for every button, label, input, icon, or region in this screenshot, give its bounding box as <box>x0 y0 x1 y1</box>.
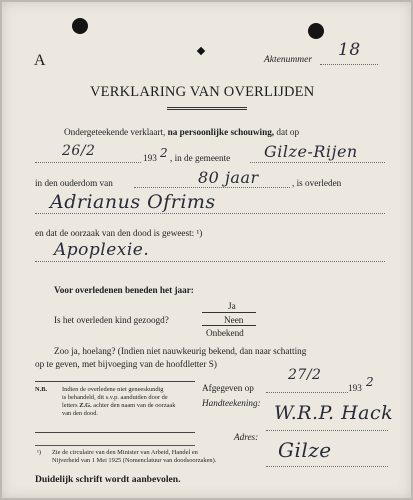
issued-year-printed: 193 <box>348 383 362 393</box>
issued-date-handwritten: 27/2 <box>288 367 322 383</box>
nb-zg: Z.G. <box>79 402 92 409</box>
cause-footnote-ref: ¹) <box>196 228 203 238</box>
issued-label: Afgegeven op <box>202 383 254 393</box>
infant-question: Is het overleden kind gezoogd? <box>54 315 169 325</box>
punch-hole-left <box>72 18 88 34</box>
form-letter: A <box>34 52 46 69</box>
ink-mark <box>197 47 205 55</box>
nb-line3-suffix: achter den naam van de oorzaak <box>93 402 176 409</box>
option-ja: Ja <box>228 301 236 311</box>
nb-line3-prefix: letters <box>62 402 78 409</box>
gemeente-label: , in de gemeente <box>170 153 231 163</box>
signature-handwritten: W.R.P. Hack <box>274 402 394 424</box>
cause-line <box>35 261 385 262</box>
infant-heading: Voor overledenen beneden het jaar: <box>54 285 194 295</box>
declaration-suffix: dat op <box>276 127 300 137</box>
nb-line1: Indien de overledene niet geneeskundig <box>62 386 164 393</box>
options-rule-bottom <box>202 325 256 326</box>
akte-number-handwritten: 18 <box>338 40 361 60</box>
howlong-line1: Zoo ja, hoelang? (Indien niet nauwkeurig bekend, dan naar schatting <box>54 346 307 356</box>
year-handwritten: 2 <box>160 146 169 160</box>
nb-line2: is behandeld, dit s.v.p. aanduiden door de <box>62 394 168 401</box>
gemeente-handwritten: Gilze-Rijen <box>264 142 358 161</box>
cause-label <box>35 228 202 239</box>
age-line <box>134 187 290 188</box>
address-line <box>266 466 388 467</box>
signature-line <box>266 430 388 431</box>
closing-note: Duidelijk schrift wordt aanbevolen. <box>35 474 181 485</box>
gemeente-line <box>250 162 385 163</box>
footnote-line1: Zie de circulaire van den Minister van Arbeid, Handel en <box>52 449 198 456</box>
footnote-marker: ¹) <box>37 449 42 456</box>
nb-line3 <box>62 402 175 410</box>
age-prefix: in den ouderdom van <box>35 178 113 188</box>
deceased-name-handwritten: Adrianus Ofrims <box>50 191 216 213</box>
declaration-line1 <box>64 127 299 138</box>
nb-line4: van den dood. <box>62 410 99 417</box>
cause-label-text: en dat de oorzaak van den dood is geweest: <box>35 228 195 238</box>
option-neen: Neen <box>224 315 244 325</box>
title-underline <box>167 107 247 110</box>
akte-label: Aktenummer <box>264 55 313 65</box>
option-onbekend: Onbekend <box>206 328 244 338</box>
punch-hole-right <box>308 23 324 39</box>
nb-label: N.B. <box>35 386 48 393</box>
page-title: VERKLARING VAN OVERLIJDEN <box>90 84 315 100</box>
name-line <box>35 213 385 214</box>
footnote-rule <box>35 445 195 446</box>
howlong-line2: op te geven, met bijvoeging van de hoofdletter S) <box>35 359 217 369</box>
death-certificate-form <box>2 2 411 498</box>
akte-number-line <box>320 64 378 65</box>
address-handwritten: Gilze <box>278 438 332 462</box>
age-suffix: , is overleden <box>292 178 342 188</box>
death-date-handwritten: 26/2 <box>62 143 96 159</box>
year-printed: 193 <box>143 153 157 163</box>
date-line <box>35 162 141 163</box>
age-handwritten: 80 jaar <box>198 168 259 187</box>
nb-box <box>35 381 195 433</box>
signature-label: Handteekening: <box>202 398 261 408</box>
cause-handwritten: Apoplexie. <box>54 240 150 260</box>
footnote-line2: Nijverheid van 1 Mei 1925 (Nomenclatuur van doodsoorzaken). <box>52 457 217 464</box>
options-rule-top <box>202 312 256 313</box>
declaration-bold: na persoonlijke schouwing, <box>167 127 275 137</box>
address-label: Adres: <box>234 432 259 442</box>
issued-date-line <box>266 392 348 393</box>
declaration-prefix: Ondergeteekende verklaart, <box>64 127 166 137</box>
issued-year-handwritten: 2 <box>366 375 375 389</box>
